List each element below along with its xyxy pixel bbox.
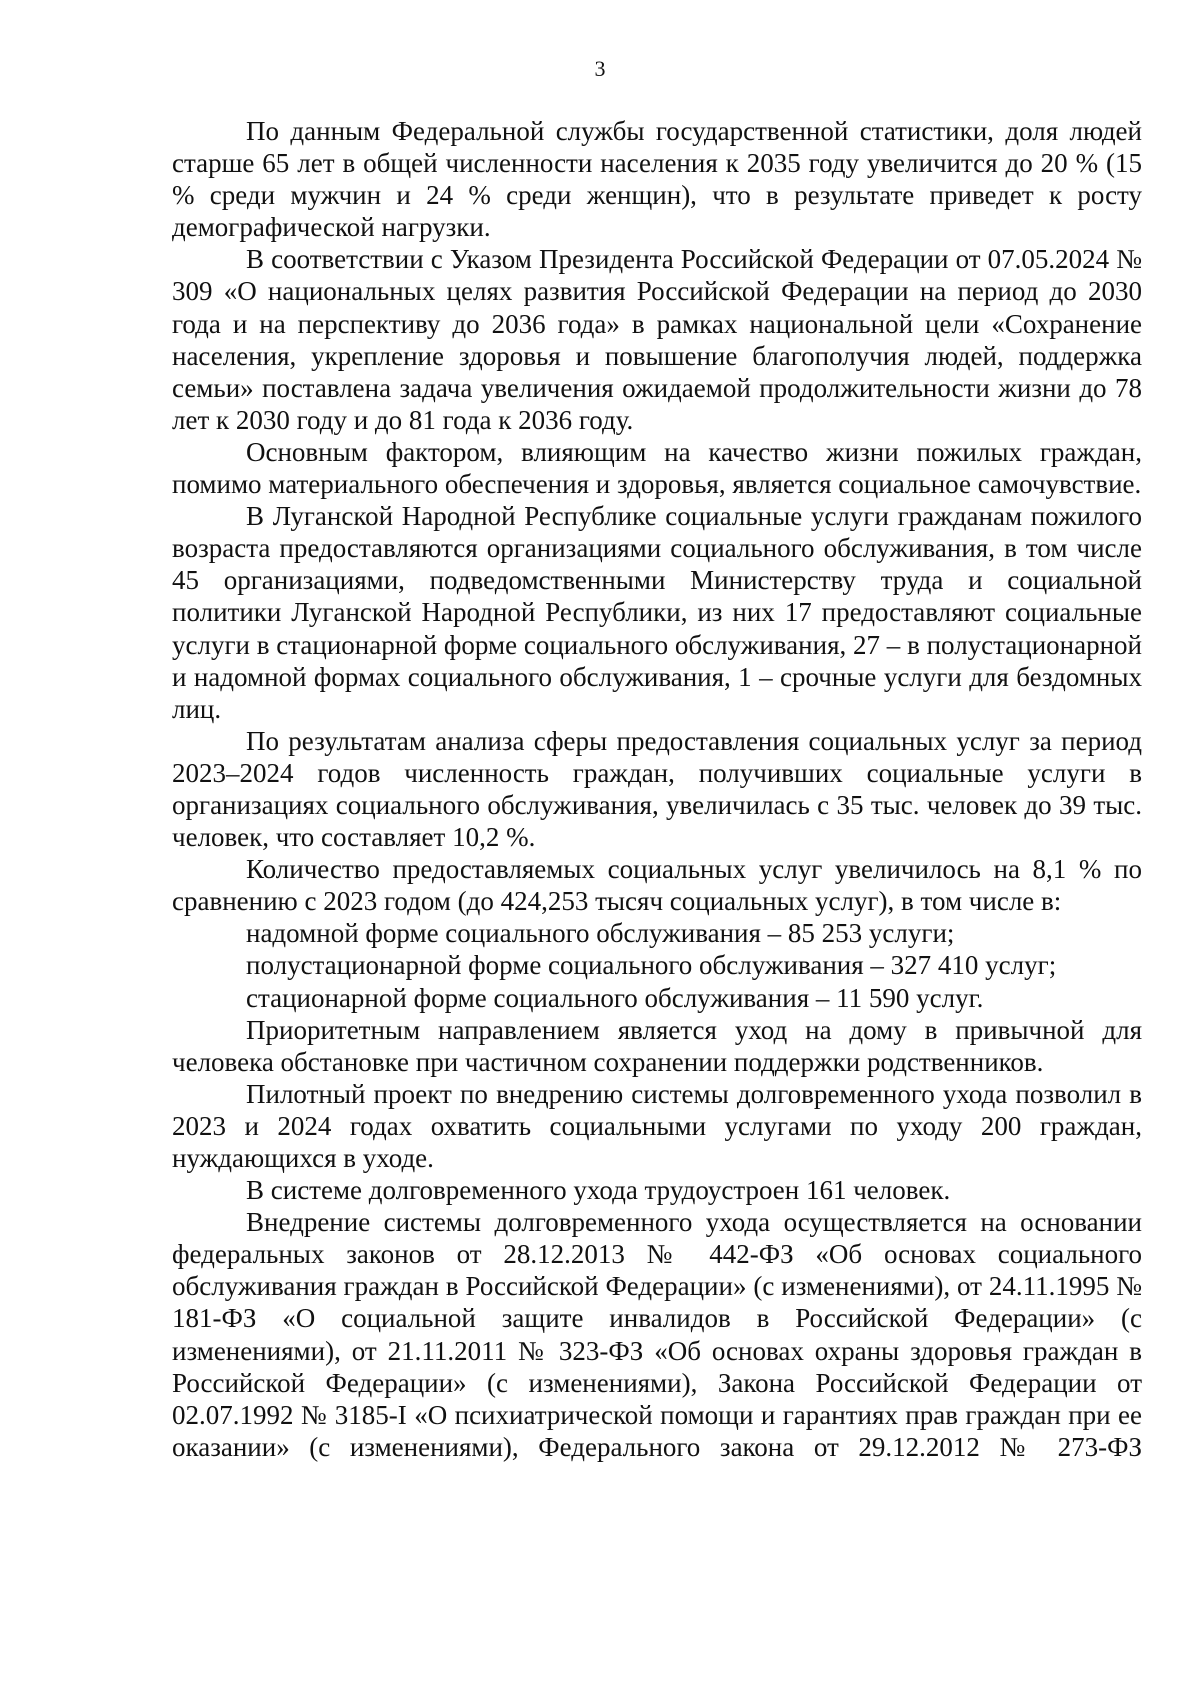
document-body	[172, 115, 1142, 1463]
list-item-semi-stationary-form: полустационарной форме социального обслуживания – 327 410 услуг;	[246, 950, 1057, 981]
page-number: 3	[594, 56, 606, 81]
list-item-stationary-form: стационарной форме социального обслуживания – 11 590 услуг.	[246, 982, 984, 1013]
paragraph-analysis-results: По результатам анализа сферы предоставления социальных услуг за период 2023–2024 годов численность граждан, получивших социальные услуги в организациях социального обслуживания, увеличилась с 35 тыс. человек до 39 тыс. человек, что составляет 10,2 %.	[172, 725, 1142, 853]
paragraph-legal-basis: Внедрение системы долговременного ухода осуществляется на основании федеральных законов от 28.12.2013 № 442-ФЗ «Об основах социального обслуживания граждан в Российской Федерации» (с изменениями), от 24.11.1995 № 181-ФЗ «О социальной защите инвалидов в Российской Федерации» (с изменениями), от 21.11.2011 № 323-ФЗ «Об основах охраны здоровья граждан в Российской Федерации» (с изменениями), Закона Российской Федерации от 02.07.1992 № 3185-I «О психиатрической помощи и гарантиях прав граждан при ее оказании» (с изменениями), Федерального закона от 29.12.2012 № 273-ФЗ	[172, 1207, 1142, 1462]
paragraph-employment: В системе долговременного ухода трудоустроен 161 человек.	[246, 1175, 951, 1206]
paragraph-quality-of-life: Основным фактором, влияющим на качество жизни пожилых граждан, помимо материального обеспечения и здоровья, является социальное самочувствие.	[172, 436, 1142, 500]
paragraph-home-care-priority: Приоритетным направлением является уход на дому в привычной для человека обстановке при частичном сохранении поддержки родственников.	[172, 1014, 1142, 1077]
paragraph-pilot-project: Пилотный проект по внедрению системы долговременного ухода позволил в 2023 и 2024 годах охватить социальными услугами по уходу 200 граждан, нуждающихся в уходе.	[172, 1078, 1142, 1173]
paragraph-demographics: По данным Федеральной службы государственной статистики, доля людей старше 65 лет в общей численности населения к 2035 году увеличится до 20 % (15 % среди мужчин и 24 % среди женщин), что в результате приведет к росту демографической нагрузки.	[172, 116, 1142, 243]
list-item-home-form: надомной форме социального обслуживания – 85 253 услуги;	[246, 918, 955, 949]
paragraph-social-organizations: В Луганской Народной Республике социальные услуги гражданам пожилого возраста предоставляются организациями социального обслуживания, в том числе 45 организациями, подведомственными Министерству труда и социальной политики Луганской Народной Республики, из них 17 предоставляют социальные услуги в стационарной форме социального обслуживания, 27 – в полустационарной и надомной формах социального обслуживания, 1 – срочные услуги для бездомных лиц.	[172, 501, 1142, 724]
paragraph-services-count: Количество предоставляемых социальных услуг увеличилось на 8,1 % по сравнению с 2023 годом (до 424,253 тысяч социальных услуг), в том числе в:	[172, 854, 1142, 917]
paragraph-presidential-decree: В соответствии с Указом Президента Российской Федерации от 07.05.2024 № 309 «О национальных целях развития Российской Федерации на период до 2030 года и на перспективу до 2036 года» в рамках национальной цели «Сохранение населения, укрепление здоровья и повышение благополучия людей, поддержка семьи» поставлена задача увеличения ожидаемой продолжительности жизни до 78 лет к 2030 году и до 81 года к 2036 году.	[172, 244, 1142, 435]
